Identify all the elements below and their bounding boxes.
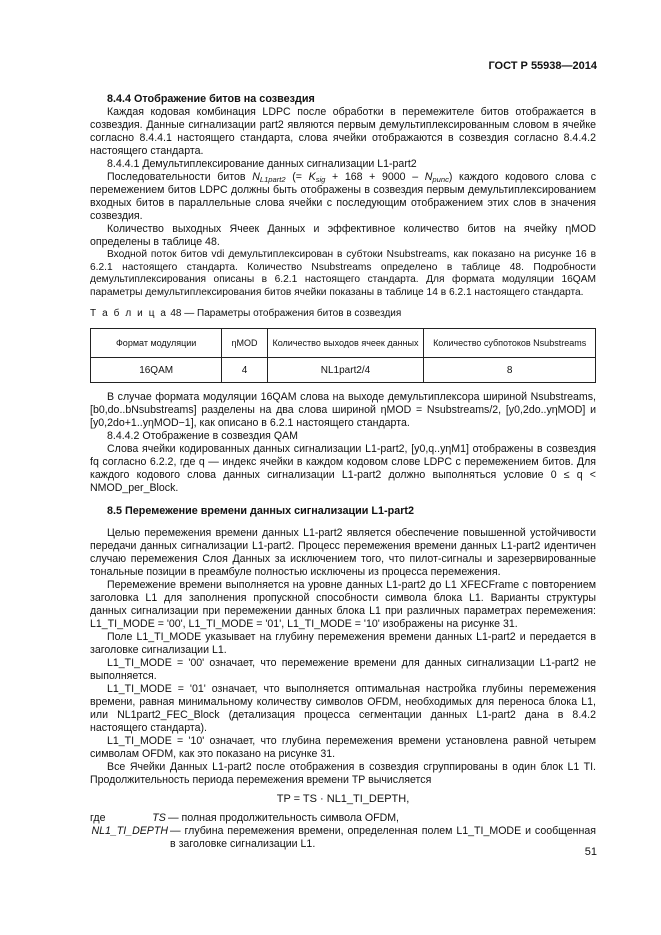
table-header-cell: Формат модуляции bbox=[91, 329, 222, 358]
subsection-8-4-4-1-title: 8.4.4.1 Демультиплексирование данных сигнализации L1-part2 bbox=[107, 158, 417, 170]
paragraph: L1_TI_MODE = '00' означает, что перемежение времени для данных сигнализации L1-part2 не выполняется. bbox=[90, 657, 596, 683]
definition-text: — полная продолжительность символа OFDM, bbox=[168, 812, 399, 825]
table-header-cell: Количество субпотоков Nsubstreams bbox=[424, 329, 596, 358]
definition-term: NL1_TI_DEPTH bbox=[91, 825, 168, 838]
text-run: Последовательности битов bbox=[107, 171, 253, 183]
table-row bbox=[91, 358, 596, 383]
where-label: где bbox=[90, 812, 106, 825]
paragraph: L1_TI_MODE = '10' означает, что глубина перемежения времени установлена равной четырем символам OFDM, как это показано на рисунке 31. bbox=[90, 735, 596, 761]
text-run: L1part2 bbox=[259, 175, 286, 184]
paragraph: Все Ячейки Данных L1-part2 после отображения в созвездия сгруппированы в один блок L1 TI. Продолжительность периода перемежения времени TP вычисляется bbox=[90, 761, 596, 787]
subsection-8-4-4-2-title: 8.4.4.2 Отображение в созвездия QAM bbox=[107, 430, 298, 443]
definition-text: — глубина перемежения времени, определенная полем L1_TI_MODE и сообщенная в заголовке сигнализации L1. bbox=[170, 825, 596, 851]
text-run: punc bbox=[432, 175, 449, 184]
paragraph: Каждая кодовая комбинация LDPC после обработки в перемежителе битов отображается в созвездия. Данные сигнализации part2 являются первым демультиплексированным словом в ячейке согласно 8.4.4.1 настоящего стандарта, слова ячейки отображаются в созвездия согласно 8.4.4.2 настоящего стандарта. bbox=[90, 106, 596, 157]
paragraph: Перемежение времени выполняется на уровне данных L1-part2 до L1 XFECFrame с повторением заголовка L1 для заполнения пропускной способности символа блока L1. Варианты структуры данных сигнализации при перемежении данных блока L1 при различных параметрах перемежения: L1_TI_MODE = '00', L1_TI_MODE = '01', L1_TI_MODE = '10' изображены на рисунке 31. bbox=[90, 579, 596, 631]
paragraph: В случае формата модуляции 16QAM слова на выходе демультиплексора шириной Nsubstreams, [b0,do..bNsubstreams] разделены на два слова шириной ηMOD = Nsubstreams/2, [y0,2do..yηMOD] и [y0,2do+1..yηMOD−1], как описано в 6.2.1 настоящего стандарта. bbox=[90, 391, 596, 430]
table-header-row bbox=[91, 329, 596, 358]
formula: TP = TS · NL1_TI_DEPTH, bbox=[276, 793, 410, 806]
paragraph: Количество выходных Ячеек Данных и эффективное количество битов на ячейку ηMOD определены в таблице 48. bbox=[90, 223, 596, 248]
section-8-5-title: 8.5 Перемежение времени данных сигнализации L1-part2 bbox=[107, 505, 415, 518]
text-run: sig bbox=[315, 175, 326, 184]
paragraph: Входной поток битов vdi демультиплексирован в субтоки Nsubstreams, как показано на рисунке 16 в 6.2.1 настоящего стандарта. Количество Nsubstreams определено в таблице 48. Подробности демультиплексирования описаны в 6.2.1 настоящего стандарта. Для формата модуляции 16QAM параметры демультиплексирования битов ячейки показаны в таблице 14 в 6.2.1 настоящего стандарта. bbox=[90, 249, 596, 298]
text-run: (= bbox=[285, 171, 309, 183]
document-body bbox=[90, 92, 596, 851]
definition-row bbox=[90, 812, 596, 825]
text-run: N bbox=[424, 171, 433, 183]
table-cell: 8 bbox=[424, 358, 596, 383]
table-header-cell: Количество выходов ячеек данных bbox=[267, 329, 424, 358]
paragraph: Слова ячейки кодированных данных сигнализации L1-part2, [y0,q..yηM1] отображены в созвездия fq согласно 6.2.2, где q — индекс ячейки в каждом кодовом слове LDPC с перемежением битов. Для каждого кодового слова данных сигнализации L1-part2 должно выполняться условие 0 ≤ q < NMOD_per_Block. bbox=[90, 443, 596, 495]
paragraph: Поле L1_TI_MODE указывает на глубину перемежения времени данных L1-part2 и передается в заголовке сигнализации L1. bbox=[90, 631, 596, 657]
definition-term: TS bbox=[152, 812, 166, 825]
definition-row bbox=[90, 825, 596, 851]
text-run: N bbox=[252, 171, 260, 183]
standard-header: ГОСТ Р 55938—2014 bbox=[488, 60, 597, 72]
table-cell: 4 bbox=[222, 358, 267, 383]
text-run: ) каждого кодового слова с перемежением битов LDPC должны быть отображены в созвездия первым демультиплексированием входных битов в параллельные слова ячейки с последующим отображением этих слов в значения созвездия. bbox=[90, 171, 596, 222]
table-cell: NL1part2/4 bbox=[267, 358, 424, 383]
text-run: K bbox=[308, 171, 316, 183]
caption-label: Т а б л и ц а bbox=[90, 308, 168, 320]
definitions bbox=[90, 812, 596, 851]
section-8-4-4-title: 8.4.4 Отображение битов на созвездия bbox=[107, 93, 315, 105]
paragraph-bit-sequences bbox=[90, 171, 596, 223]
table-caption bbox=[90, 307, 596, 320]
caption-text: 48 — Параметры отображения битов в созвездия bbox=[170, 308, 402, 320]
paragraph: L1_TI_MODE = '01' означает, что выполняется оптимальная настройка глубины перемежения времени, равная минимальному количеству символов OFDM, необходимых для переноса блока L1, или NL1part2_FEC_Block (детализация процесса сегментации данных L1-part2 дана в 8.4.2 настоящего стандарта). bbox=[90, 683, 596, 735]
table-48 bbox=[90, 328, 596, 383]
paragraph: Целью перемежения времени данных L1-part2 является обеспечение повышенной устойчивости передачи данных сигнализации L1-part2. Процесс перемежения времени данных L1-part2 идентичен случаю перемежения Слоя Данных за исключением того, что пилот-сигналы и зарезервированные тональные позиции в преамбуле полностью исключены из процесса перемежения. bbox=[90, 527, 596, 579]
page-number: 51 bbox=[584, 846, 597, 858]
table-header-cell: ηMOD bbox=[222, 329, 267, 358]
text-run: + 168 + 9000 – bbox=[325, 171, 425, 183]
table-cell: 16QAM bbox=[91, 358, 222, 383]
